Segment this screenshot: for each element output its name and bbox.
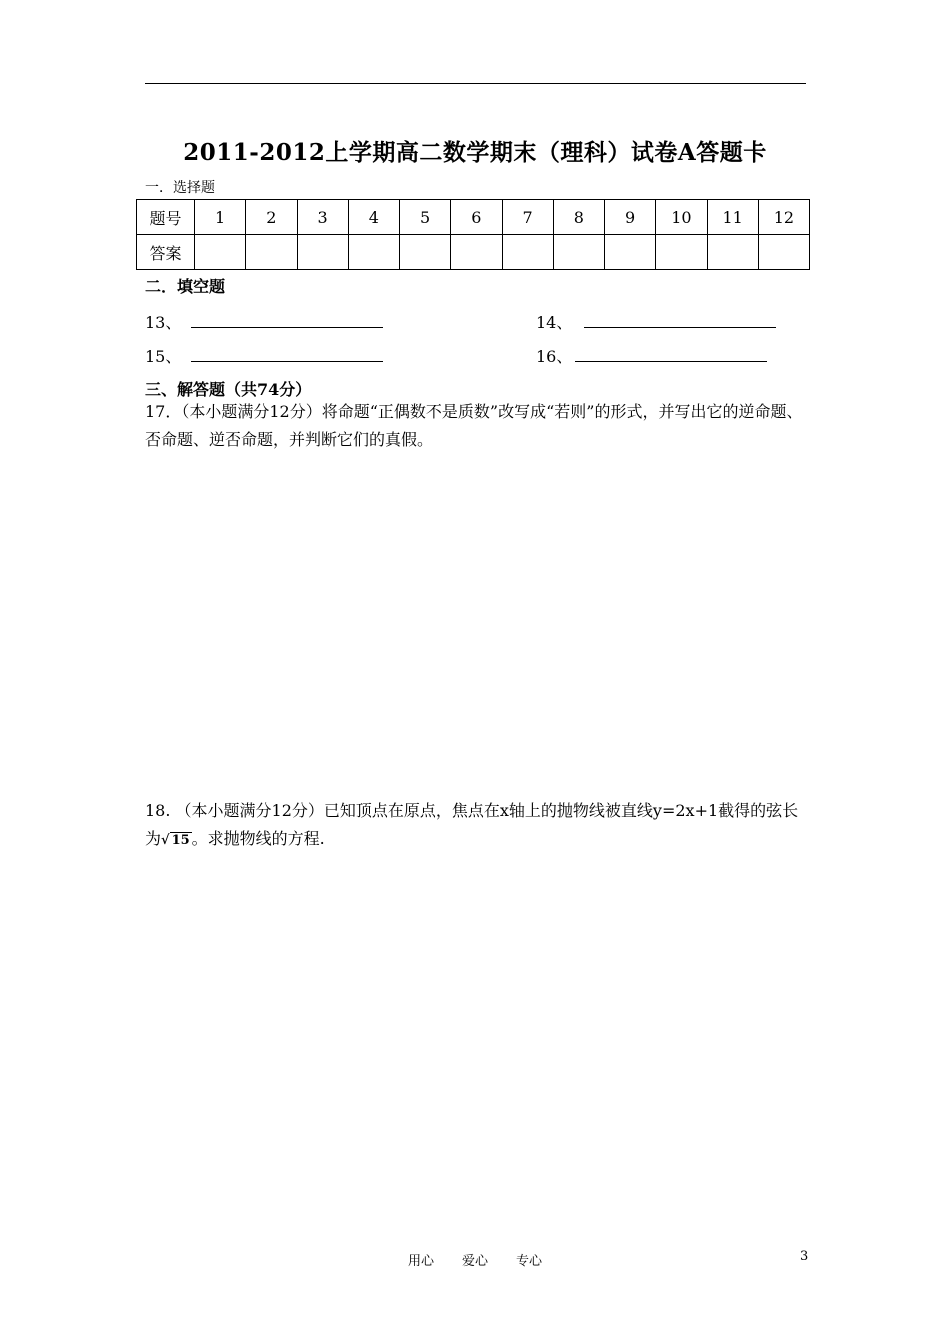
answer-cell[interactable] bbox=[451, 235, 502, 270]
question-number-cell: 9 bbox=[605, 200, 656, 235]
question-number-cell: 12 bbox=[758, 200, 809, 235]
footer-item: 爱心 bbox=[461, 1254, 488, 1269]
question-number-cell: 5 bbox=[400, 200, 451, 235]
question-18-part2: 。求抛物线的方程. bbox=[191, 829, 325, 848]
blank-label-13: 13、 bbox=[145, 313, 182, 332]
answer-cell[interactable] bbox=[502, 235, 553, 270]
answer-cell[interactable] bbox=[195, 235, 246, 270]
question-18-part1: 18. （本小题满分12分）已知顶点在原点，焦点在x轴上的抛物线被直线y=2x+1截得的弦长为 bbox=[145, 801, 799, 848]
question-number-cell: 3 bbox=[297, 200, 348, 235]
question-number-cell: 8 bbox=[553, 200, 604, 235]
footer-item: 用心 bbox=[407, 1254, 434, 1269]
blank-line-14[interactable] bbox=[584, 327, 776, 328]
answer-grid bbox=[136, 199, 810, 270]
answer-cell[interactable] bbox=[758, 235, 809, 270]
blank-label-16: 16、 bbox=[536, 347, 573, 366]
section1-heading: 一．选择题 bbox=[145, 180, 215, 196]
answer-cell[interactable] bbox=[605, 235, 656, 270]
row-header-number: 题号 bbox=[137, 200, 195, 235]
page-number: 3 bbox=[800, 1249, 809, 1264]
sqrt-radicand: 15 bbox=[171, 833, 190, 848]
section2-heading: 二．填空题 bbox=[145, 277, 226, 296]
answer-cell[interactable] bbox=[707, 235, 758, 270]
blank-line-15[interactable] bbox=[191, 361, 383, 362]
answer-cell[interactable] bbox=[246, 235, 297, 270]
question-17-text: 17．（本小题满分12分）将命题“正偶数不是质数”改写成“若则”的形式，并写出它的逆命题、否命题、逆否命题，并判断它们的真假。 bbox=[145, 402, 803, 449]
header-rule bbox=[145, 83, 806, 84]
blank-line-13[interactable] bbox=[191, 327, 383, 328]
question-number-cell: 6 bbox=[451, 200, 502, 235]
footer-item: 专心 bbox=[516, 1254, 543, 1269]
question-number-cell: 10 bbox=[656, 200, 707, 235]
answer-cell[interactable] bbox=[348, 235, 399, 270]
answer-cell[interactable] bbox=[553, 235, 604, 270]
question-18-text bbox=[145, 797, 807, 855]
page-title: 2011-2012上学期高二数学期末（理科）试卷A答题卡 bbox=[183, 139, 767, 166]
row-header-answer: 答案 bbox=[137, 235, 195, 270]
blank-line-16[interactable] bbox=[575, 361, 767, 362]
blank-label-14: 14、 bbox=[536, 313, 573, 332]
answer-cell[interactable] bbox=[297, 235, 348, 270]
answer-cell[interactable] bbox=[400, 235, 451, 270]
question-number-row bbox=[137, 200, 810, 235]
question-number-cell: 4 bbox=[348, 200, 399, 235]
question-number-cell: 7 bbox=[502, 200, 553, 235]
question-number-cell: 2 bbox=[246, 200, 297, 235]
question-number-cell: 1 bbox=[195, 200, 246, 235]
section3-heading: 三、解答题（共74分） bbox=[145, 380, 312, 399]
answer-row bbox=[137, 235, 810, 270]
sqrt-expression: √ 15 bbox=[161, 833, 190, 848]
blank-label-15: 15、 bbox=[145, 347, 182, 366]
question-number-cell: 11 bbox=[707, 200, 758, 235]
answer-cell[interactable] bbox=[656, 235, 707, 270]
